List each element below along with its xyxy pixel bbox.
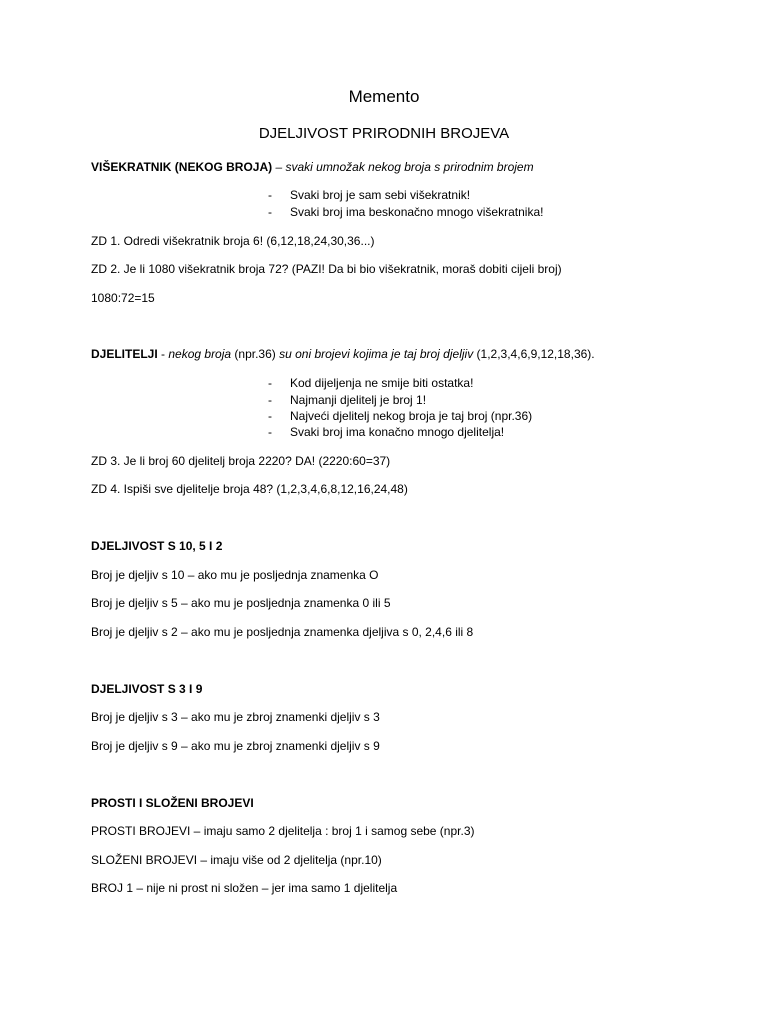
visekratnik-definition-line: [91, 159, 534, 175]
visekratnik-heading: VIŠEKRATNIK (NEKOG BROJA): [91, 160, 273, 174]
zd2-task: ZD 2. Je li 1080 višekratnik broja 72? (PAZI! Da bi bio višekratnik, moraš dobiti cijeli broj): [91, 262, 562, 276]
bullet-dash: -: [268, 409, 272, 423]
djelitelji-bullet: [268, 408, 532, 424]
zd2-calculation: 1080:72=15: [91, 291, 155, 305]
slozeni-line: SLOŽENI BROJEVI – imaju više od 2 djelitelja (npr.10): [91, 853, 382, 867]
djelitelji-def-part3: su oni brojevi kojima je taj broj djeljiv: [279, 347, 474, 361]
bullet-dash: -: [268, 188, 272, 202]
djelitelji-bullet: [268, 424, 504, 440]
visekratnik-definition: – svaki umnožak nekog broja s prirodnim brojem: [272, 160, 534, 174]
djelitelji-def-part1: nekog broja: [168, 347, 232, 361]
djelitelji-bullet: [268, 375, 473, 391]
bullet-text: Svaki broj ima beskonačno mnogo višekratnika!: [290, 205, 544, 219]
djelitelji-def-part4: (1,2,3,4,6,9,12,18,36).: [473, 347, 595, 361]
prosti-slozeni-heading: PROSTI I SLOŽENI BROJEVI: [91, 796, 254, 810]
bullet-text: Svaki broj ima konačno mnogo djelitelja!: [290, 425, 505, 439]
rule-line: Broj je djeljiv s 3 – ako mu je zbroj znamenki djeljiv s 3: [91, 710, 380, 724]
visekratnik-bullet: [268, 187, 470, 203]
djelitelji-definition-line: [91, 346, 595, 362]
bullet-dash: -: [268, 425, 272, 439]
rule-line: Broj je djeljiv s 5 – ako mu je posljednja znamenka 0 ili 5: [91, 596, 391, 610]
rule-line: Broj je djeljiv s 9 – ako mu je zbroj znamenki djeljiv s 9: [91, 739, 380, 753]
djelitelji-bullet: [268, 392, 426, 408]
djelitelji-def-part2: (npr.36): [231, 347, 280, 361]
djeljivost-3-9-heading: DJELJIVOST S 3 I 9: [91, 682, 203, 696]
bullet-dash: -: [268, 205, 272, 219]
bullet-text: Najveći djelitelj nekog broja je taj broj (npr.36): [290, 409, 533, 423]
zd4-task: ZD 4. Ispiši sve djelitelje broja 48? (1,2,3,4,6,8,12,16,24,48): [91, 482, 408, 496]
broj1-line: BROJ 1 – nije ni prost ni složen – jer ima samo 1 djelitelja: [91, 881, 398, 895]
bullet-text: Svaki broj je sam sebi višekratnik!: [290, 188, 471, 202]
page-subtitle: DJELJIVOST PRIRODNIH BROJEVA: [258, 125, 510, 142]
page-title: Memento: [348, 87, 420, 106]
visekratnik-bullet: [268, 204, 543, 220]
prosti-line: PROSTI BROJEVI – imaju samo 2 djelitelja : broj 1 i samog sebe (npr.3): [91, 824, 475, 838]
djelitelji-heading: DJELITELJI: [91, 347, 158, 361]
djeljivost-10-5-2-heading: DJELJIVOST S 10, 5 I 2: [91, 539, 223, 553]
bullet-dash: -: [268, 376, 272, 390]
rule-line: Broj je djeljiv s 2 – ako mu je posljednja znamenka djeljiva s 0, 2,4,6 ili 8: [91, 625, 474, 639]
bullet-dash: -: [268, 393, 272, 407]
bullet-text: Najmanji djelitelj je broj 1!: [290, 393, 427, 407]
djelitelji-dash: -: [157, 347, 169, 361]
zd1-task: ZD 1. Odredi višekratnik broja 6! (6,12,18,24,30,36...): [91, 234, 375, 248]
bullet-text: Kod dijeljenja ne smije biti ostatka!: [290, 376, 474, 390]
rule-line: Broj je djeljiv s 10 – ako mu je posljednja znamenka O: [91, 568, 379, 582]
zd3-task: ZD 3. Je li broj 60 djelitelj broja 2220? DA! (2220:60=37): [91, 454, 391, 468]
